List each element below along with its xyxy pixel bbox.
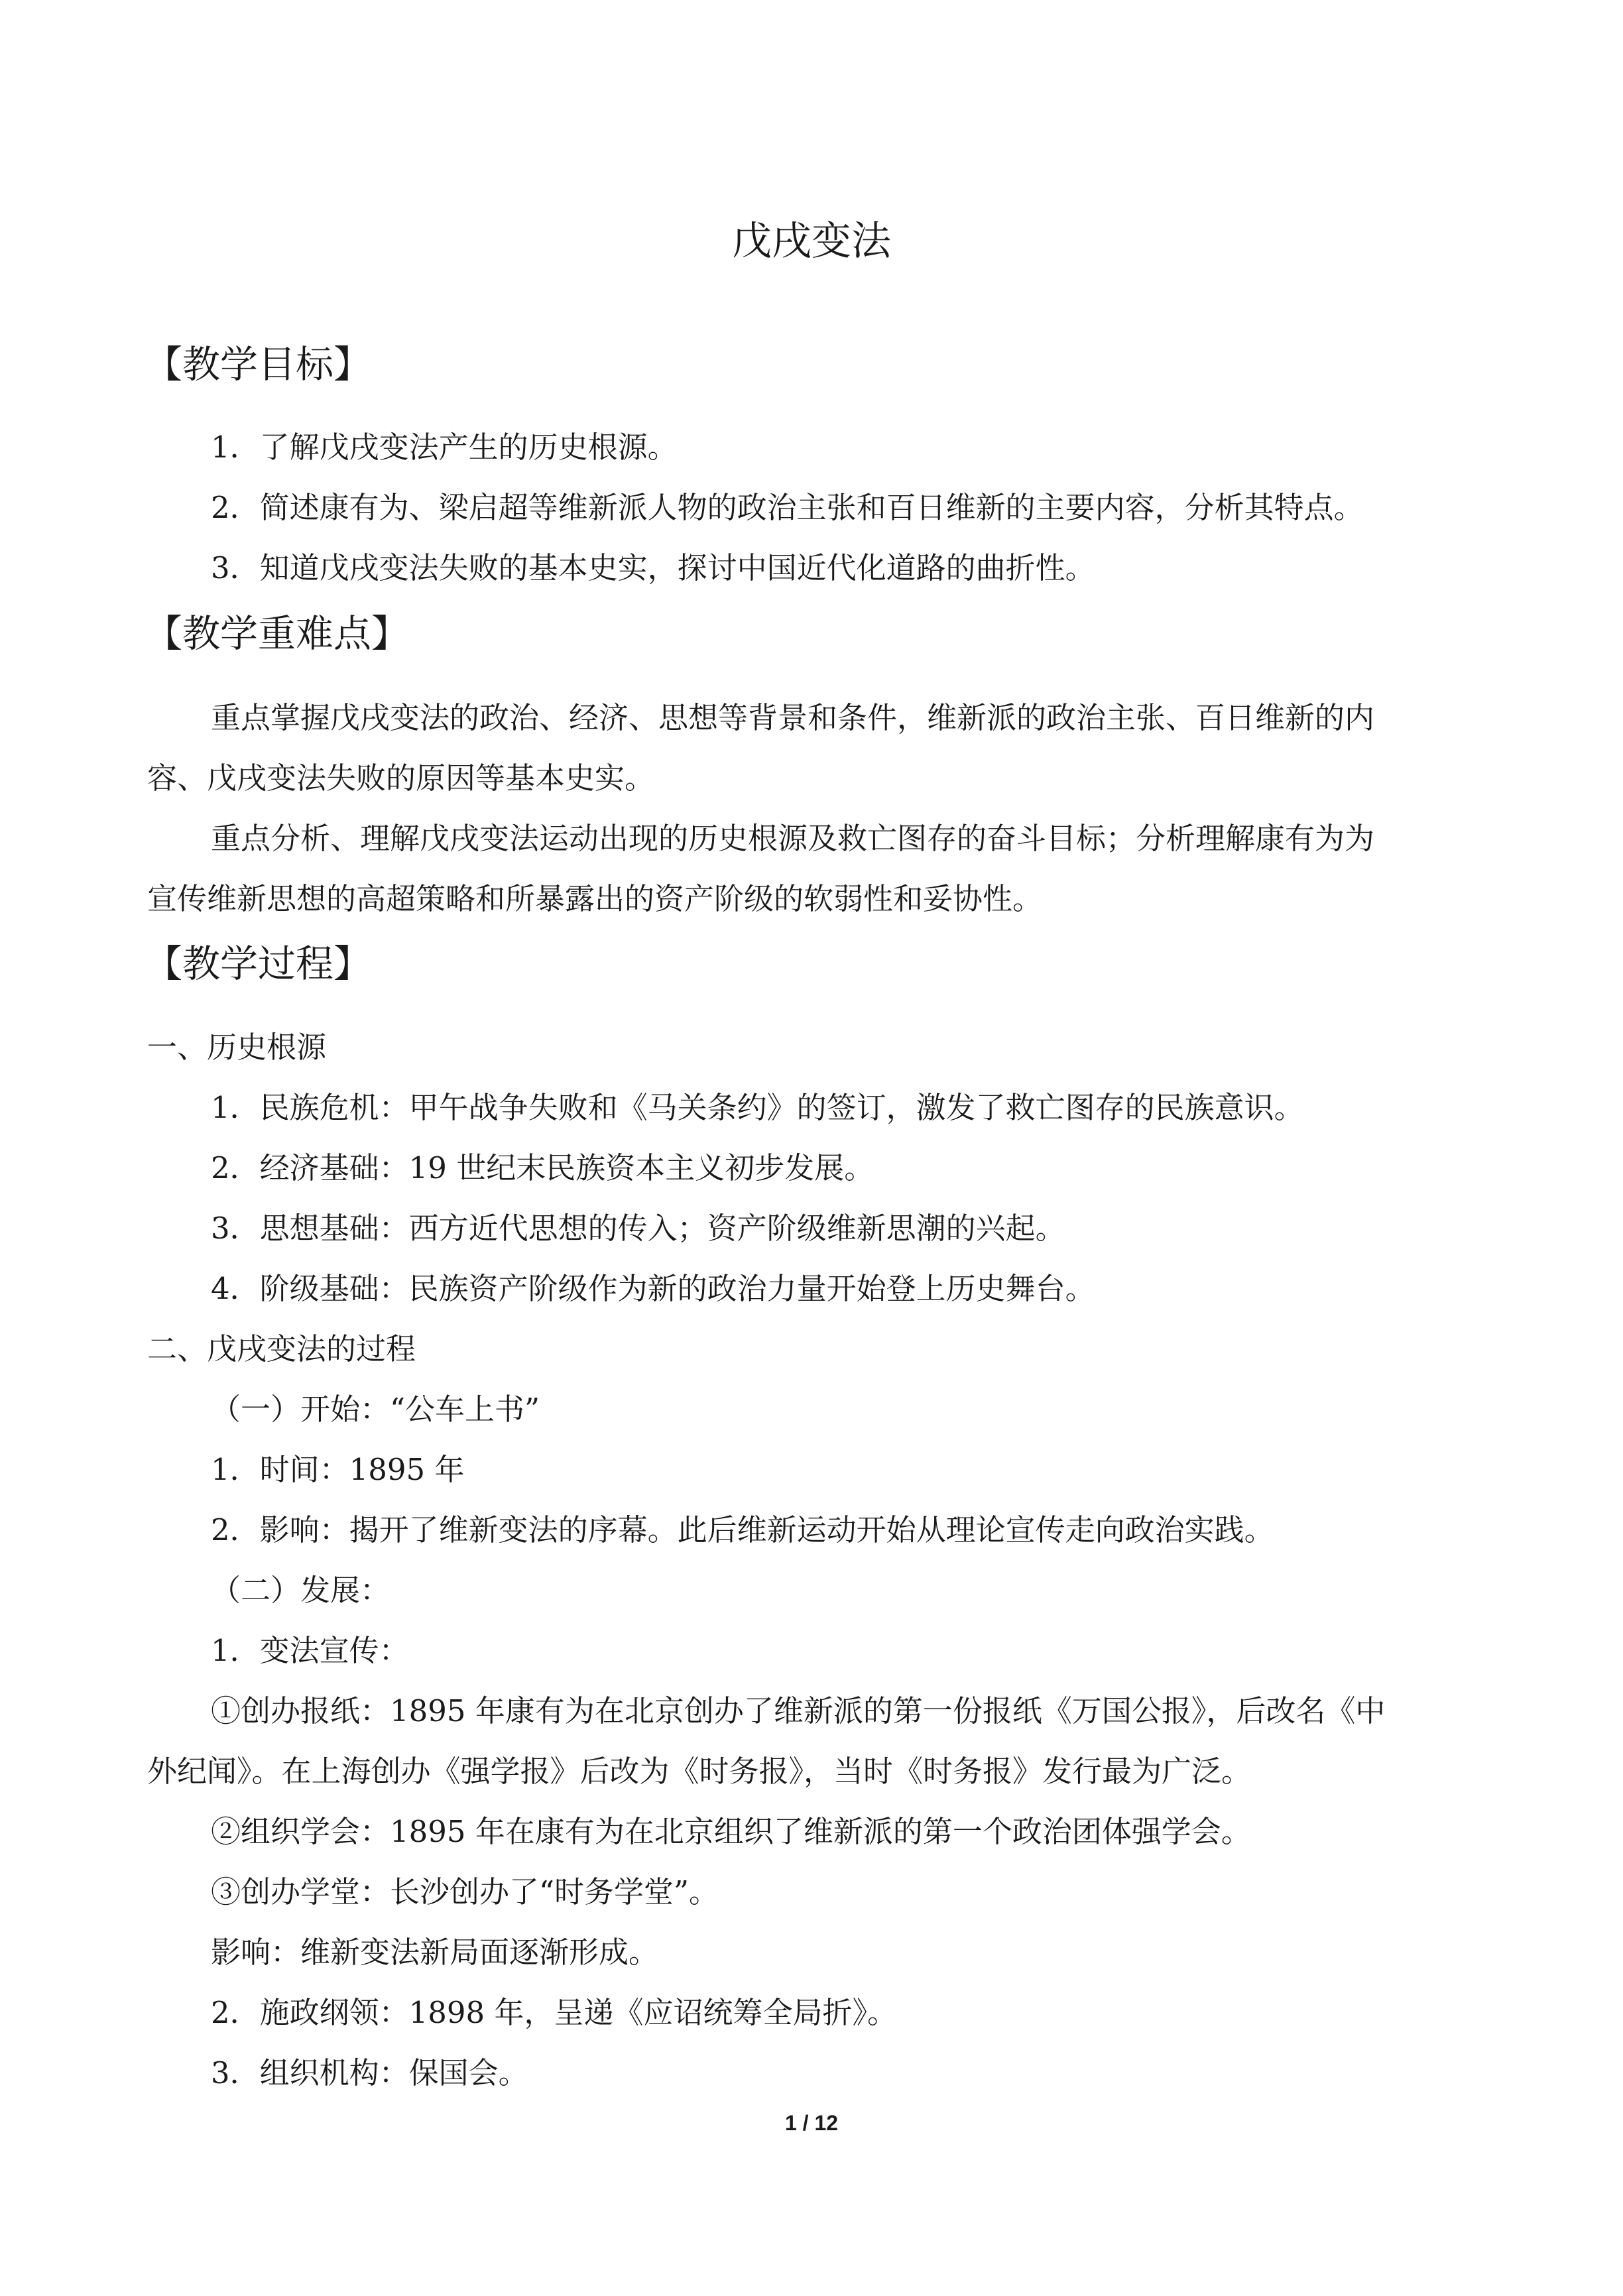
list-item: 4．阶级基础：民族资产阶级作为新的政治力量开始登上历史舞台。 xyxy=(211,1271,1095,1306)
objective-item: 1．了解戊戌变法产生的历史根源。 xyxy=(211,430,678,465)
paragraph-line: 容、戊戌变法失败的原因等基本史实。 xyxy=(147,760,655,796)
paragraph-line: ③创办学堂：长沙创办了“时务学堂”。 xyxy=(211,1874,719,1909)
section-heading-objectives: 【教学目标】 xyxy=(145,343,371,387)
list-item: 3．组织机构：保国会。 xyxy=(211,2055,528,2090)
list-item: 1．时间：1895 年 xyxy=(211,1452,465,1487)
paragraph-line: 影响：维新变法新局面逐渐形成。 xyxy=(211,1935,659,1970)
paragraph-line: 重点掌握戊戌变法的政治、经济、思想等背景和条件，维新派的政治主张、百日维新的内 xyxy=(211,700,1375,735)
section-heading-process: 【教学过程】 xyxy=(145,942,371,986)
list-item: 1．民族危机：甲午战争失败和《马关条约》的签订，激发了救亡图存的民族意识。 xyxy=(211,1090,1304,1125)
list-item: 3．思想基础：西方近代思想的传入；资产阶级维新思潮的兴起。 xyxy=(211,1211,1065,1246)
document-title: 戊戌变法 xyxy=(732,218,891,265)
paragraph-line: ②组织学会：1895 年在康有为在北京组织了维新派的第一个政治团体强学会。 xyxy=(211,1814,1251,1849)
page-number: 1 / 12 xyxy=(784,2111,839,2135)
list-item: 2．经济基础：19 世纪末民族资本主义初步发展。 xyxy=(211,1150,874,1185)
objective-item: 2．简述康有为、梁启超等维新派人物的政治主张和百日维新的主要内容，分析其特点。 xyxy=(211,490,1364,525)
list-item: 1．变法宣传： xyxy=(211,1633,409,1668)
paragraph-line: 重点分析、理解戊戌变法运动出现的历史根源及救亡图存的奋斗目标；分析理解康有为为 xyxy=(211,821,1375,856)
subsection-title-development: （二）发展： xyxy=(211,1573,391,1608)
objective-item: 3．知道戊戌变法失败的基本史实，探讨中国近代化道路的曲折性。 xyxy=(211,550,1095,585)
subsection-title-start: （一）开始：“公车上书” xyxy=(211,1392,540,1427)
part-title-process: 二、戊戌变法的过程 xyxy=(147,1331,416,1366)
part-title-history-roots: 一、历史根源 xyxy=(147,1030,327,1065)
paragraph-line: ①创办报纸：1895 年康有为在北京创办了维新派的第一份报纸《万国公报》，后改名《中 xyxy=(211,1693,1386,1728)
list-item: 2．影响：揭开了维新变法的序幕。此后维新运动开始从理论宣传走向政治实践。 xyxy=(211,1512,1274,1547)
section-heading-key-points: 【教学重难点】 xyxy=(145,612,409,656)
paragraph-line: 宣传维新思想的高超策略和所暴露出的资产阶级的软弱性和妥协性。 xyxy=(147,881,1043,916)
paragraph-line: 外纪闻》。在上海创办《强学报》后改为《时务报》，当时《时务报》发行最为广泛。 xyxy=(147,1754,1252,1789)
list-item: 2．施政纲领：1898 年，呈递《应诏统筹全局折》。 xyxy=(211,1995,897,2030)
